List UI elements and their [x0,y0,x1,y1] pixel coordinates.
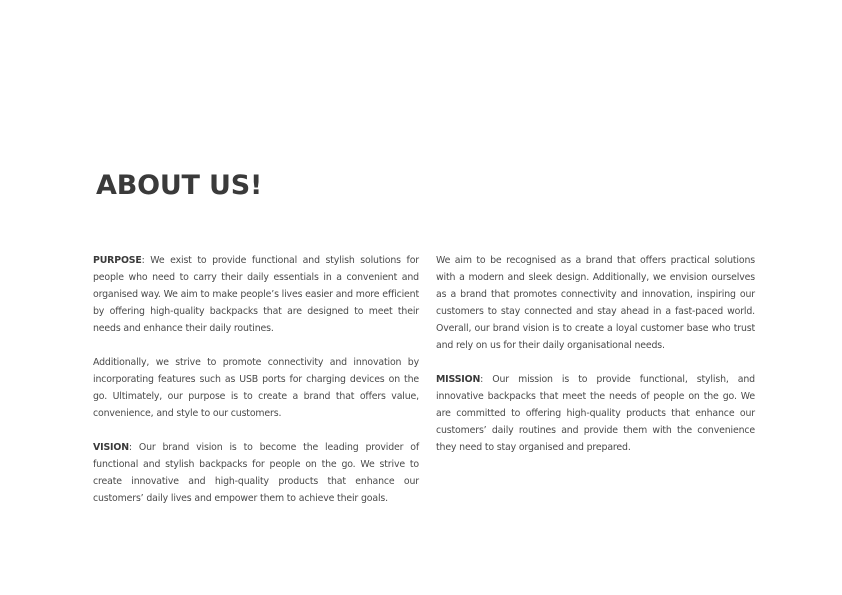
purpose-heading: PURPOSE [93,255,142,266]
additional-paragraph [93,354,419,422]
mission-paragraph [436,371,755,456]
vision-paragraph [93,439,419,507]
vision-continued-text: We aim to be recognised as a brand that offers practical solutions with a modern and sleek design. Additionally, we envision ourselves as a brand that promotes connectivity and innovation, inspiring our customers to stay connected and stay ahead in a fast-paced world. Overall, our brand vision is to create a loyal customer base who trust and rely on us for their daily organisational needs. [436,255,755,351]
additional-text: Additionally, we strive to promote connectivity and innovation by incorporating features such as USB ports for charging devices on the go. Ultimately, our purpose is to create a brand that offers value, convenience, and style to our customers. [93,357,419,419]
vision-heading: VISION [93,442,129,453]
mission-heading: MISSION [436,374,481,385]
purpose-paragraph [93,252,419,337]
page-title: ABOUT US! [96,170,263,201]
purpose-text: : We exist to provide functional and stylish solutions for people who need to carry their daily essentials in a convenient and organised way. We aim to make people’s lives easier and more efficient by offering high-quality backpacks that are designed to meet their needs and enhance their daily routines. [93,255,419,334]
right-column [436,252,755,473]
vision-text: : Our brand vision is to become the leading provider of functional and stylish backpacks for people on the go. We strive to create innovative and high-quality products that enhance our customers’ daily lives and empower them to achieve their goals. [93,442,419,504]
vision-continued-paragraph [436,252,755,354]
left-column [93,252,419,524]
mission-text: : Our mission is to provide functional, stylish, and innovative backpacks that meet the needs of people on the go. We are committed to offering high-quality products that enhance our customers’ daily routines and provide them with the convenience they need to stay organised and prepared. [436,374,755,453]
